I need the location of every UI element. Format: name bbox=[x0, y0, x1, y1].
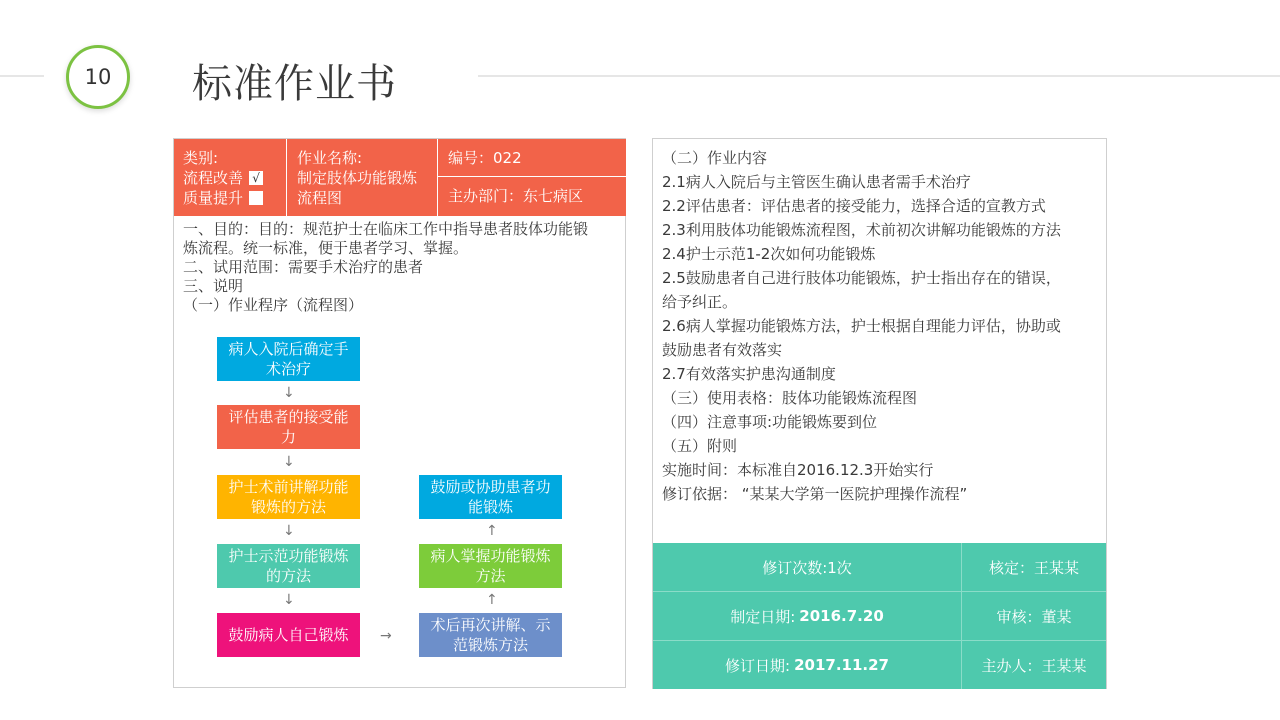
content-line4: 2.3利用肢体功能锻炼流程图，术前初次讲解功能锻炼的方法 bbox=[662, 221, 1061, 239]
intro-line3: 二、试用范围：需要手术治疗的患者 bbox=[183, 258, 424, 276]
header-line-right bbox=[478, 75, 1280, 77]
dept-text: 主办部门：东七病区 bbox=[448, 187, 584, 205]
flow-arrow-right: → bbox=[380, 628, 392, 644]
content-line8: 2.6病人掌握功能锻炼方法，护士根据自理能力评估，协助或 bbox=[662, 317, 1061, 335]
host-cell bbox=[962, 641, 1106, 689]
flow-step-1: 病人入院后确定手术治疗 bbox=[217, 337, 360, 381]
content-line13: （五）附则 bbox=[662, 437, 738, 455]
flow-arrow-4: ↓ bbox=[283, 592, 295, 608]
content-line14: 实施时间：本标准自2016.12.3开始实行 bbox=[662, 461, 934, 479]
category-cell bbox=[174, 139, 287, 216]
content-line11: （三）使用表格：肢体功能锻炼流程图 bbox=[662, 389, 918, 407]
content-line15: 修订依据： “某某大学第一医院护理操作流程” bbox=[662, 485, 968, 503]
job-name-line1: 制定肢体功能锻炼 bbox=[297, 169, 418, 187]
host: 主办人：王某某 bbox=[981, 656, 1087, 675]
content-line7: 给予纠正。 bbox=[662, 293, 738, 311]
code-cell bbox=[438, 139, 626, 177]
content-line3: 2.2评估患者：评估患者的接受能力，选择合适的宣教方式 bbox=[662, 197, 1046, 215]
header-line-left bbox=[0, 75, 44, 77]
job-name-cell bbox=[287, 139, 438, 216]
flow-step-8: 鼓励或协助患者功能锻炼 bbox=[419, 475, 562, 519]
left-panel bbox=[173, 138, 626, 688]
intro-line4: 三、说明 bbox=[183, 277, 244, 295]
reviewer: 审核：董某 bbox=[996, 607, 1072, 626]
flow-arrow-1: ↓ bbox=[283, 385, 295, 401]
approver-cell bbox=[962, 543, 1106, 592]
flow-step-4: 护士示范功能锻炼的方法 bbox=[217, 544, 360, 588]
flow-step-3: 护士术前讲解功能锻炼的方法 bbox=[217, 475, 360, 519]
flow-arrow-up-2: ↑ bbox=[486, 523, 498, 539]
intro-line5: （一）作业程序（流程图） bbox=[183, 296, 364, 314]
content-line9: 鼓励患者有效落实 bbox=[662, 341, 783, 359]
right-panel bbox=[652, 138, 1107, 689]
content-line6: 2.5鼓励患者自己进行肢体功能锻炼，护士指出存在的错误， bbox=[662, 269, 1061, 287]
made-date-cell bbox=[653, 592, 962, 641]
flow-arrow-up-1: ↑ bbox=[486, 592, 498, 608]
made-date-label: 制定日期: bbox=[730, 607, 796, 626]
flow-step-2: 评估患者的接受能力 bbox=[217, 405, 360, 449]
content-text bbox=[662, 146, 1102, 506]
content-line2: 2.1病人入院后与主管医生确认患者需手术治疗 bbox=[662, 173, 971, 191]
option2-label: 质量提升 bbox=[183, 189, 244, 207]
revised-date-cell bbox=[653, 641, 962, 689]
approver: 核定：王某某 bbox=[988, 558, 1079, 577]
flow-step-6: 术后再次讲解、示范锻炼方法 bbox=[419, 613, 562, 657]
revision-count: 修订次数:1次 bbox=[762, 558, 852, 577]
content-line10: 2.7有效落实护患沟通制度 bbox=[662, 365, 836, 383]
dept-cell bbox=[438, 177, 626, 216]
option1-label: 流程改善 bbox=[183, 169, 244, 187]
code-text: 编号：022 bbox=[448, 149, 522, 167]
flow-step-5: 鼓励病人自己锻炼 bbox=[217, 613, 360, 657]
revised-date-value: 2017.11.27 bbox=[794, 656, 889, 674]
option-quality-improvement bbox=[183, 188, 286, 208]
option1-checkbox[interactable]: √ bbox=[249, 171, 263, 185]
intro-line1: 一、目的：目的：规范护士在临床工作中指导患者肢体功能锻 bbox=[183, 220, 589, 238]
flow-arrow-2: ↓ bbox=[283, 454, 295, 470]
reviewer-cell bbox=[962, 592, 1106, 641]
slide-number: 10 bbox=[84, 65, 112, 89]
job-name-line2: 流程图 bbox=[297, 189, 343, 207]
intro-text bbox=[183, 220, 623, 315]
option2-checkbox[interactable] bbox=[249, 191, 263, 205]
option-process-improvement bbox=[183, 168, 286, 188]
flow-step-7: 病人掌握功能锻炼方法 bbox=[419, 544, 562, 588]
content-line1: （二）作业内容 bbox=[662, 149, 768, 167]
revised-date-label: 修订日期: bbox=[725, 656, 791, 675]
page-title: 标准作业书 bbox=[192, 61, 397, 107]
slide-number-badge bbox=[66, 45, 130, 109]
flow-arrow-3: ↓ bbox=[283, 523, 295, 539]
category-label: 类别: bbox=[183, 149, 219, 167]
made-date-value: 2016.7.20 bbox=[799, 607, 884, 625]
content-line12: （四）注意事项:功能锻炼要到位 bbox=[662, 413, 878, 431]
content-line5: 2.4护士示范1-2次如何功能锻炼 bbox=[662, 245, 876, 263]
revision-count-cell bbox=[653, 543, 962, 592]
job-name-label: 作业名称: bbox=[297, 149, 363, 167]
intro-line2: 炼流程。统一标准，便于患者学习、掌握。 bbox=[183, 239, 469, 257]
